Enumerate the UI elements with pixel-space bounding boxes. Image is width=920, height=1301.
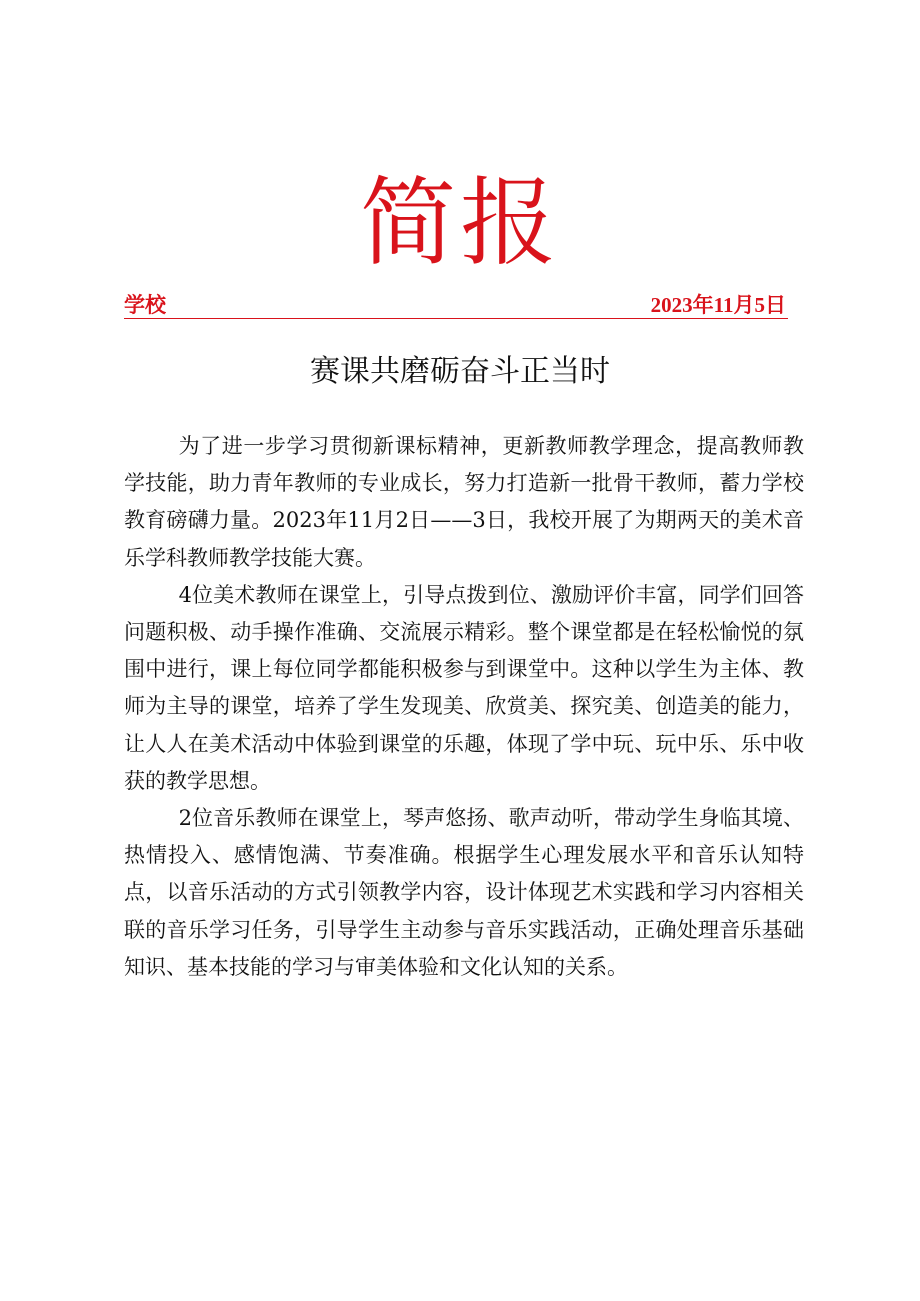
article-title: 赛课共磨砺奋斗正当时 <box>310 354 610 389</box>
article-body <box>124 428 804 986</box>
masthead-title: 简报 <box>360 167 560 279</box>
paragraph-intro: 为了进一步学习贯彻新课标精神，更新教师教学理念，提高教师教学技能，助力青年教师的专业成长，努力打造新一批骨干教师，蓄力学校教育磅礴力量。2023年11月2日——3日，我校开展了为期两天的美术音乐学科教师教学技能大赛。 <box>124 434 804 570</box>
school-label: 学校 <box>124 293 166 317</box>
paragraph-music-teachers: 2位音乐教师在课堂上，琴声悠扬、歌声动听，带动学生身临其境、热情投入、感情饱满、节奏准确。根据学生心理发展水平和音乐认知特点，以音乐活动的方式引领教学内容，设计体现艺术实践和学习内容相关联的音乐学习任务，引导学生主动参与音乐实践活动，正确处理音乐基础知识、基本技能的学习与审美体验和文化认知的关系。 <box>124 806 804 979</box>
paragraph-art-teachers: 4位美术教师在课堂上，引导点拨到位、激励评价丰富，同学们回答问题积极、动手操作准确、交流展示精彩。整个课堂都是在轻松愉悦的氛围中进行，课上每位同学都能积极参与到课堂中。这种以学生为主体、教师为主导的课堂，培养了学生发现美、欣赏美、探究美、创造美的能力，让人人在美术活动中体验到课堂的乐趣，体现了学中玩、玩中乐、乐中收获的教学思想。 <box>124 582 804 793</box>
header-rule <box>124 292 788 319</box>
issue-date: 2023年11月5日 <box>650 293 786 317</box>
